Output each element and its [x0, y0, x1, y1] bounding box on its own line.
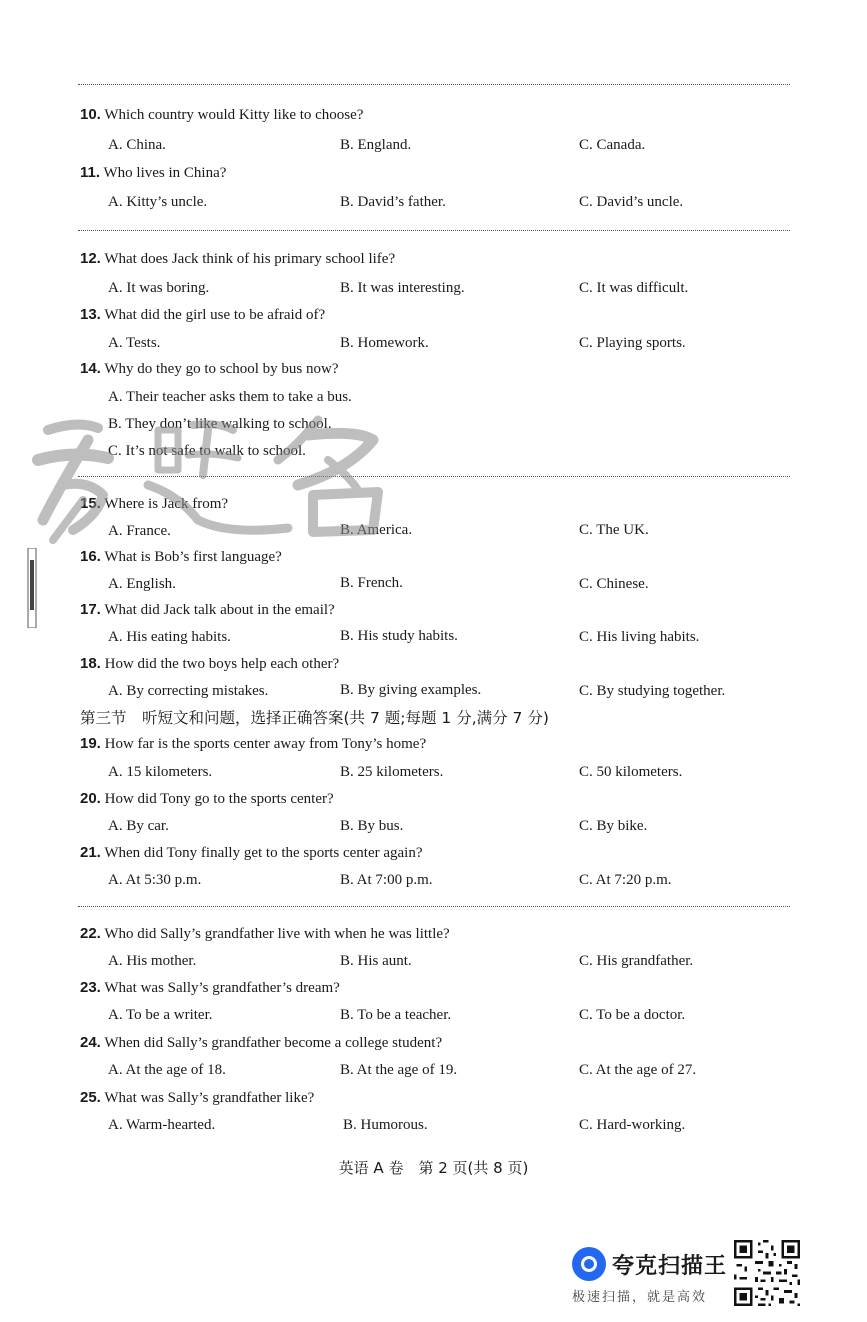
- option-b: B. At 7:00 p.m.: [340, 872, 433, 888]
- question-24: [80, 1034, 442, 1052]
- question-text: How did the two boys help each other?: [104, 656, 340, 672]
- section-heading: 第三节 听短文和问题，选择正确答案(共 7 题;每题 1 分,满分 7 分): [80, 709, 549, 727]
- question-text: How did Tony go to the sports center?: [104, 791, 334, 807]
- question-number: 21.: [80, 844, 101, 861]
- option-b: B. Humorous.: [343, 1117, 428, 1133]
- question-11: [80, 164, 226, 182]
- quark-logo-icon: [572, 1247, 606, 1281]
- option-a: A. It was boring.: [108, 280, 210, 296]
- option-a: A. His mother.: [108, 953, 197, 969]
- option-b: B. America.: [340, 522, 413, 538]
- option-a: A. To be a writer.: [108, 1007, 213, 1023]
- question-text: What was Sally’s grandfather like?: [104, 1090, 315, 1106]
- option-b: B. David’s father.: [340, 194, 446, 210]
- question-number: 24.: [80, 1034, 101, 1051]
- question-text: Where is Jack from?: [104, 496, 229, 512]
- question-13: [80, 306, 325, 324]
- option-b: B. England.: [340, 137, 412, 153]
- option-c: C. By bike.: [579, 818, 648, 834]
- option-b: B. His study habits.: [340, 628, 458, 644]
- option-a: A. China.: [108, 137, 166, 153]
- question-number: 12.: [80, 250, 101, 267]
- question-number: 10.: [80, 106, 101, 123]
- question-number: 17.: [80, 601, 101, 618]
- question-number: 20.: [80, 790, 101, 807]
- question-number: 18.: [80, 655, 101, 672]
- question-12: [80, 250, 395, 268]
- option-a: A. His eating habits.: [108, 629, 231, 645]
- option-c: C. To be a doctor.: [579, 1007, 686, 1023]
- question-text: Who lives in China?: [103, 165, 227, 181]
- brand-name: 夸克扫描王: [612, 1254, 728, 1279]
- option-b: B. At the age of 19.: [340, 1062, 458, 1078]
- option-a: A. 15 kilometers.: [108, 764, 213, 780]
- scanner-brand: [570, 1244, 730, 1304]
- question-text: What does Jack think of his primary school life?: [104, 251, 396, 267]
- divider: [78, 906, 790, 907]
- page-footer: 英语 A 卷 第 2 页(共 8 页): [338, 1159, 529, 1177]
- question-19: [80, 735, 426, 753]
- question-16: [80, 548, 282, 566]
- option-b: B. It was interesting.: [340, 280, 465, 296]
- question-number: 19.: [80, 735, 101, 752]
- option-c: C. By studying together.: [579, 683, 726, 699]
- question-17: [80, 601, 335, 619]
- question-number: 25.: [80, 1089, 101, 1106]
- question-text: What did Jack talk about in the email?: [104, 602, 335, 618]
- option-c: C. David’s uncle.: [579, 194, 684, 210]
- option-c: C. At 7:20 p.m.: [579, 872, 672, 888]
- question-number: 11.: [80, 164, 101, 181]
- option-a: A. English.: [108, 576, 176, 592]
- question-23: [80, 979, 340, 997]
- question-text: Which country would Kitty like to choose?: [104, 107, 364, 123]
- option-a: A. By correcting mistakes.: [108, 683, 269, 699]
- option-c: C. The UK.: [579, 522, 649, 538]
- binding-mark: [22, 548, 40, 628]
- question-number: 15.: [80, 495, 101, 512]
- question-25: [80, 1089, 314, 1107]
- divider: [78, 230, 790, 231]
- option-b: B. 25 kilometers.: [340, 764, 444, 780]
- question-number: 14.: [80, 360, 101, 377]
- question-text: When did Tony finally get to the sports center again?: [104, 845, 423, 861]
- question-text: How far is the sports center away from Tony’s home?: [104, 736, 427, 752]
- question-14: [80, 360, 338, 378]
- option-c: C. 50 kilometers.: [579, 764, 683, 780]
- question-number: 22.: [80, 925, 101, 942]
- option-a: A. Their teacher asks them to take a bus.: [108, 389, 352, 405]
- option-a: A. Warm-hearted.: [108, 1117, 216, 1133]
- question-number: 13.: [80, 306, 101, 323]
- question-text: What is Bob’s first language?: [104, 549, 282, 565]
- option-a: A. France.: [108, 523, 171, 539]
- divider: [78, 476, 790, 477]
- option-c: C. His grandfather.: [579, 953, 694, 969]
- question-text: When did Sally’s grandfather become a college student?: [104, 1035, 443, 1051]
- question-22: [80, 925, 450, 943]
- option-b: B. French.: [340, 575, 403, 591]
- option-b: B. By bus.: [340, 818, 404, 834]
- question-number: 23.: [80, 979, 101, 996]
- question-text: What was Sally’s grandfather’s dream?: [104, 980, 340, 996]
- option-b: B. His aunt.: [340, 953, 412, 969]
- option-a: A. Tests.: [108, 335, 161, 351]
- option-b: B. By giving examples.: [340, 682, 482, 698]
- brand-slogan: 极速扫描，就是高效: [572, 1290, 708, 1305]
- option-c: C. Playing sports.: [579, 335, 686, 351]
- divider: [78, 84, 790, 85]
- option-c: C. Canada.: [579, 137, 646, 153]
- question-10: [80, 106, 363, 124]
- option-b: B. They don’t like walking to school.: [108, 416, 332, 432]
- option-a: A. At 5:30 p.m.: [108, 872, 202, 888]
- option-a: A. At the age of 18.: [108, 1062, 226, 1078]
- option-a: A. Kitty’s uncle.: [108, 194, 208, 210]
- option-c: C. At the age of 27.: [579, 1062, 697, 1078]
- question-20: [80, 790, 334, 808]
- option-c: C. Chinese.: [579, 576, 649, 592]
- option-a: A. By car.: [108, 818, 169, 834]
- option-c: C. Hard-working.: [579, 1117, 686, 1133]
- question-18: [80, 655, 339, 673]
- option-b: B. Homework.: [340, 335, 429, 351]
- option-c: C. It’s not safe to walk to school.: [108, 443, 306, 459]
- question-text: Why do they go to school by bus now?: [104, 361, 339, 377]
- question-15: [80, 495, 228, 513]
- option-b: B. To be a teacher.: [340, 1007, 452, 1023]
- option-c: C. It was difficult.: [579, 280, 689, 296]
- question-text: Who did Sally’s grandfather live with when he was little?: [104, 926, 450, 942]
- question-21: [80, 844, 423, 862]
- option-c: C. His living habits.: [579, 629, 700, 645]
- qr-code-icon: [734, 1240, 800, 1306]
- question-text: What did the girl use to be afraid of?: [104, 307, 326, 323]
- question-number: 16.: [80, 548, 101, 565]
